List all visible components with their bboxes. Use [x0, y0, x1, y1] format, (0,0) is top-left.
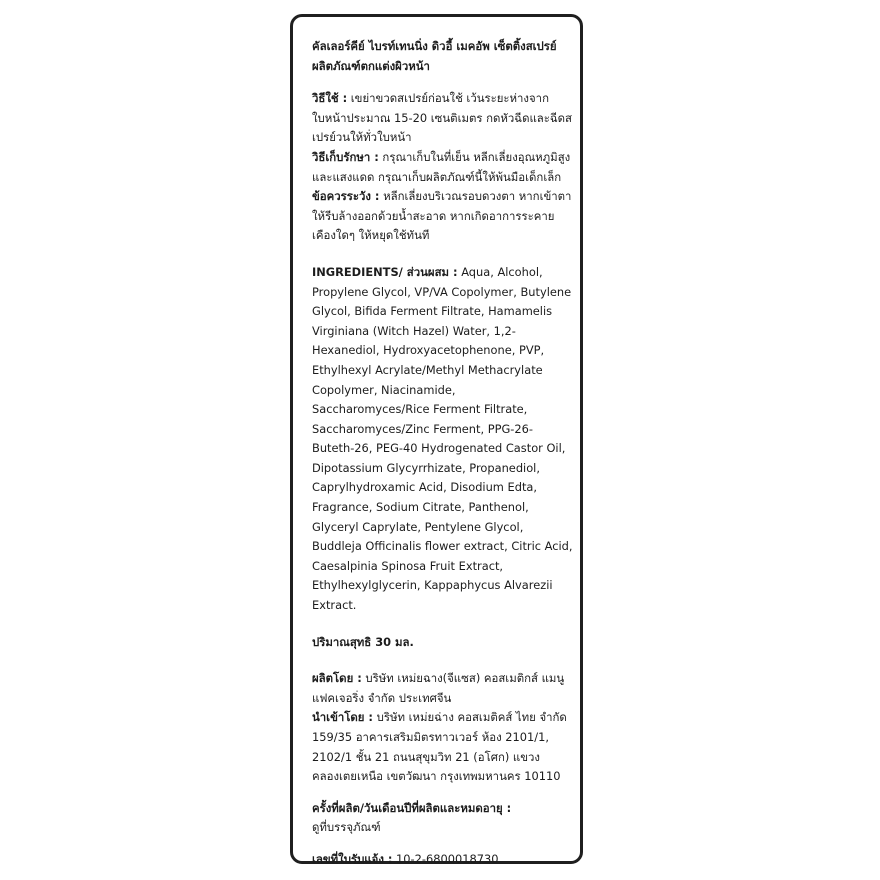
usage-text: เขย่าขวดสเปรย์ก่อนใช้ เว้นระยะห่างจากใบหน้าประมาณ 15-20 เซนติเมตร กดหัวฉีดและฉีดสเปรย์วนให้ทั่วใบหน้า — [312, 91, 573, 145]
importer-section — [312, 708, 574, 786]
notification-number: 10-2-6800018730 — [392, 851, 499, 866]
label-content — [312, 37, 574, 870]
batch-dates-text: ดูที่บรรจุภัณฑ์ — [312, 820, 381, 835]
ingredients-section — [312, 263, 574, 616]
net-volume: ปริมาณสุทธิ 30 มล. — [312, 634, 414, 649]
notification-section — [312, 850, 574, 870]
importer-text: บริษัท เหม่ยฉ่าง คอสเมติคส์ ไทย จำกัด 159/35 อาคารเสริมมิตรทาวเวอร์ ห้อง 2101/1, 2102/1 ชั้น 21 ถนนสุขุมวิท 21 (อโศก) แขวงคลองเตยเหนือ เขตวัฒนา กรุงเทพมหานคร 10110 — [312, 710, 567, 784]
product-label-panel — [290, 14, 583, 864]
ingredients-text: Aqua, Alcohol, Propylene Glycol, VP/VA Copolymer, Butylene Glycol, Bifida Ferment Filtrate, Hamamelis Virginiana (Witch Hazel) Water, 1,2-Hexanediol, Hydroxyacetophenone, PVP, Ethylhexyl Acrylate/Methyl Methacrylate Copolymer, Niacinamide, Saccharomyces/Rice Ferment Filtrate, Saccharomyces/Zinc Ferment, PPG-26-Buteth-26, PEG-40 Hydrogenated Castor Oil, Dipotassium Glycyrrhizate, Propanediol, Caprylhydroxamic Acid, Disodium Edta, Fragrance, Sodium Citrate, Panthenol, Glyceryl Caprylate, Pentylene Glycol, Buddleja Officinalis flower extract, Citric Acid, Caesalpinia Spinosa Fruit Extract, Ethylhexylglycerin, Kappaphycus Alvarezii Extract. — [312, 264, 573, 613]
manufacturer-text: บริษัท เหม่ยฉาง(จีแซส) คอสเมติกส์ แมนูแฟคเจอริ่ง จำกัด ประเทศจีน — [312, 671, 565, 705]
usage-label: วิธีใช้ : — [312, 91, 348, 106]
usage-section — [312, 89, 574, 148]
importer-label: นำเข้าโดย : — [312, 710, 373, 725]
manufacturer-section — [312, 669, 574, 708]
manufacturer-label: ผลิตโดย : — [312, 671, 362, 686]
storage-label: วิธีเก็บรักษา : — [312, 149, 379, 164]
product-title: คัลเลอร์คีย์ ไบรท์เทนนิ่ง ดิวอี้ เมคอัพ เซ็ตติ้งสเปรย์ ผลิตภัณฑ์ตกแต่งผิวหน้า — [312, 39, 557, 73]
notification-label: เลขที่ใบรับแจ้ง : — [312, 851, 393, 866]
caution-text: หลีกเลี่ยงบริเวณรอบดวงตา หากเข้าตาให้รีบล้างออกด้วยน้ำสะอาด หากเกิดอาการระคายเคืองใดๆ ให้หยุดใช้ทันที — [312, 189, 572, 243]
batch-dates-label: ครั้งที่ผลิต/วันเดือนปีที่ผลิตและหมดอายุ : — [312, 800, 512, 815]
batch-dates-section — [312, 799, 574, 838]
caution-section — [312, 187, 574, 246]
caution-label: ข้อควรระวัง : — [312, 189, 380, 204]
storage-section — [312, 148, 574, 187]
storage-text: กรุณาเก็บในที่เย็น หลีกเลี่ยงอุณหภูมิสูงและแสงแดด กรุณาเก็บผลิตภัณฑ์นี้ให้พ้นมือเด็กเล็ก — [312, 149, 571, 184]
ingredients-label: INGREDIENTS/ ส่วนผสม : — [312, 264, 458, 279]
